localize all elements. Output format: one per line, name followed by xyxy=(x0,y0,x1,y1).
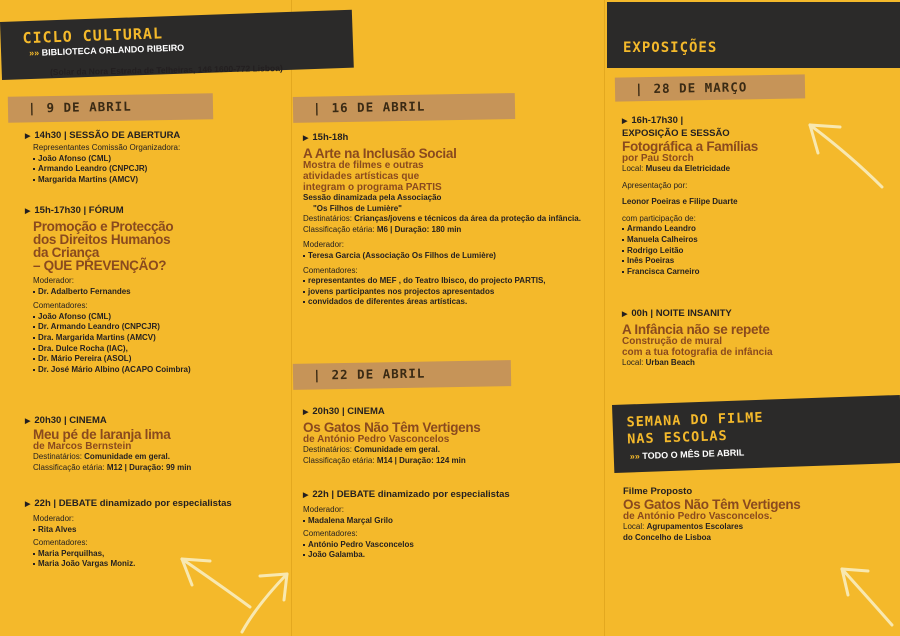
triangle-icon: ▶ xyxy=(303,492,309,499)
session-noite-insanity: ▶ 00h | NOITE INSANITY A Infância não se repete Construção de mural com a tua fotografia de infância Local: Urban Beach xyxy=(622,308,773,367)
list-item: Margarida Martins (AMCV) xyxy=(33,175,285,186)
arrow-icon xyxy=(800,115,890,195)
session-exposicao: ▶ 16h-17h30 | EXPOSIÇÃO E SESSÃO Fotográfica a Famílias por Pau Storch Local: Museu da Eletricidade Apresentação por: Leonor Poeiras e Filipe Duarte com participação de: Armando Leandro Manuela Calheiros Rodrigo Leitão Inês Poeiras Francisca Carneiro xyxy=(622,115,892,277)
list-item: Dr. Armando Leandro (CNPCJR) xyxy=(33,322,285,333)
ciclo-subtitle: »» BIBLIOTECA ORLANDO RIBEIRO xyxy=(28,42,185,59)
list-item: António Pedro Vasconcelos xyxy=(303,540,598,551)
list-item: João Afonso (CML) xyxy=(33,312,285,323)
date-tag-22-abril: | 22 DE ABRIL xyxy=(293,360,511,390)
list-item: Francisca Carneiro xyxy=(622,267,892,278)
ciclo-address: (Solar da Nora Estrada de Telheiras, 146 1600-772 Lisboa) xyxy=(49,62,283,78)
chevrons-icon: »» xyxy=(629,451,640,462)
semana-title-1: SEMANA DO FILME xyxy=(626,409,764,431)
triangle-icon: ▶ xyxy=(25,133,31,140)
semana-title-2: NAS ESCOLAS xyxy=(626,427,728,448)
session-debate-22: ▶ 22h | DEBATE dinamizado por especialistas Moderador: Madalena Marçal Grilo Comentadores: António Pedro Vasconcelos João Galamba. xyxy=(303,489,598,561)
list-item: Madalena Marçal Grilo xyxy=(303,516,598,527)
triangle-icon: ▶ xyxy=(25,208,31,215)
list-item: Dra. Margarida Martins (AMCV) xyxy=(33,333,285,344)
triangle-icon: ▶ xyxy=(25,418,31,425)
fold-line-left xyxy=(291,0,292,636)
session-semana-filme: Filme Proposto Os Gatos Não Têm Vertigens de António Pedro Vasconcelos. Local: Agrupamentos Escolares do Concelho de Lisboa xyxy=(623,486,801,542)
semana-header xyxy=(612,395,900,473)
list-item: convidados de diferentes áreas artísticas. xyxy=(303,297,598,308)
list-item: Dra. Dulce Rocha (IAC), xyxy=(33,344,285,355)
list-item: João Galamba. xyxy=(303,550,598,561)
list-item: Rodrigo Leitão xyxy=(622,246,892,257)
ciclo-title: CICLO CULTURAL xyxy=(22,24,164,48)
session-abertura: ▶ 14h30 | SESSÃO DE ABERTURA Representantes Comissão Organizadora: João Afonso (CML) Armando Leandro (CNPCJR) Margarida Martins (AMCV) xyxy=(25,130,285,185)
exposicao-participants xyxy=(622,224,892,277)
session-debate-9: ▶ 22h | DEBATE dinamizado por especialistas Moderador: Rita Alves Comentadores: Maria Perquilhas, Maria João Vargas Moniz. xyxy=(25,498,285,570)
session-cinema-9: ▶ 20h30 | CINEMA Meu pé de laranja lima de Marcos Bernstein Destinatários: Comunidade em geral. Classificação etária: M12 | Duração: 99 min xyxy=(25,415,192,472)
list-item: Dr. José Mário Albino (ACAPO Coimbra) xyxy=(33,365,285,376)
forum-commentators xyxy=(25,312,285,376)
date-tag-16-abril: | 16 DE ABRIL xyxy=(293,93,515,123)
triangle-icon: ▶ xyxy=(303,135,309,142)
list-item: Dr. Mário Pereira (ASOL) xyxy=(33,354,285,365)
triangle-icon: ▶ xyxy=(622,311,628,318)
exposicoes-title: EXPOSIÇÕES xyxy=(623,40,718,56)
list-item: Dr. Adalberto Fernandes xyxy=(33,287,285,298)
list-item: Rita Alves xyxy=(33,525,285,536)
list-item: jovens participantes nos projectos apresentados xyxy=(303,287,598,298)
triangle-icon: ▶ xyxy=(622,118,628,125)
list-item: Maria João Vargas Moniz. xyxy=(33,559,285,570)
triangle-icon: ▶ xyxy=(303,409,309,416)
list-item: Inês Poeiras xyxy=(622,256,892,267)
semana-subtitle: »» TODO O MÊS DE ABRIL xyxy=(629,447,745,462)
chevrons-icon: »» xyxy=(28,47,40,59)
date-tag-28-marco: | 28 DE MARÇO xyxy=(615,74,805,101)
list-item: Teresa Garcia (Associação Os Filhos de Lumière) xyxy=(303,251,598,262)
fold-line-right xyxy=(604,0,605,636)
abertura-list xyxy=(25,154,285,186)
exposicoes-header xyxy=(607,2,900,68)
arte-commentators xyxy=(303,276,598,308)
list-item: representantes do MEF , do Teatro Ibisco, do projecto PARTIS, xyxy=(303,276,598,287)
date-tag-9-abril: | 9 DE ABRIL xyxy=(8,93,213,123)
list-item: João Afonso (CML) xyxy=(33,154,285,165)
list-item: Maria Perquilhas, xyxy=(33,549,285,560)
session-forum: ▶ 15h-17h30 | FÓRUM Promoção e Protecção dos Direitos Humanos da Criança – QUE PREVENÇÃO? Moderador: Dr. Adalberto Fernandes Comentadores: João Afonso (CML) Dr. Armando Leandro (CNPCJR) Dra. Margarida Martins (AMCV) Dra. Dulce Rocha (IAC), Dr. Mário Pereira (ASOL) Dr. José Mário Albino (ACAPO Coimbra) xyxy=(25,205,285,375)
session-cinema-22: ▶ 20h30 | CINEMA Os Gatos Não Têm Vertigens de António Pedro Vasconcelos Destinatários: Comunidade em geral. Classificação etária: M14 | Duração: 124 min xyxy=(303,406,481,465)
list-item: Armando Leandro (CNPCJR) xyxy=(33,164,285,175)
arrow-icon xyxy=(830,555,900,630)
list-item: Manuela Calheiros xyxy=(622,235,892,246)
arrow-icon xyxy=(232,560,302,636)
triangle-icon: ▶ xyxy=(25,501,31,508)
forum-title: Promoção e Protecção dos Direitos Humanos da Criança – QUE PREVENÇÃO? xyxy=(33,219,174,273)
session-arte-inclusao: ▶ 15h-18h A Arte na Inclusão Social Mostra de filmes e outras atividades artísticas que integram o programa PARTIS Sessão dinamizada pela Associação "Os Filhos de Lumière" Destinatários: Crianças/jovens e técnicos da área da proteção da infância. Classificação etária: M6 | Duração: 180 min Moderador: Teresa Garcia (Associação Os Filhos de Lumière) Comentadores: representantes do MEF , do Teatro Ibisco, do projecto PARTIS, jovens participantes nos projectos apresentados convidados de diferentes áreas artísticas. xyxy=(303,132,598,308)
list-item: Armando Leandro xyxy=(622,224,892,235)
